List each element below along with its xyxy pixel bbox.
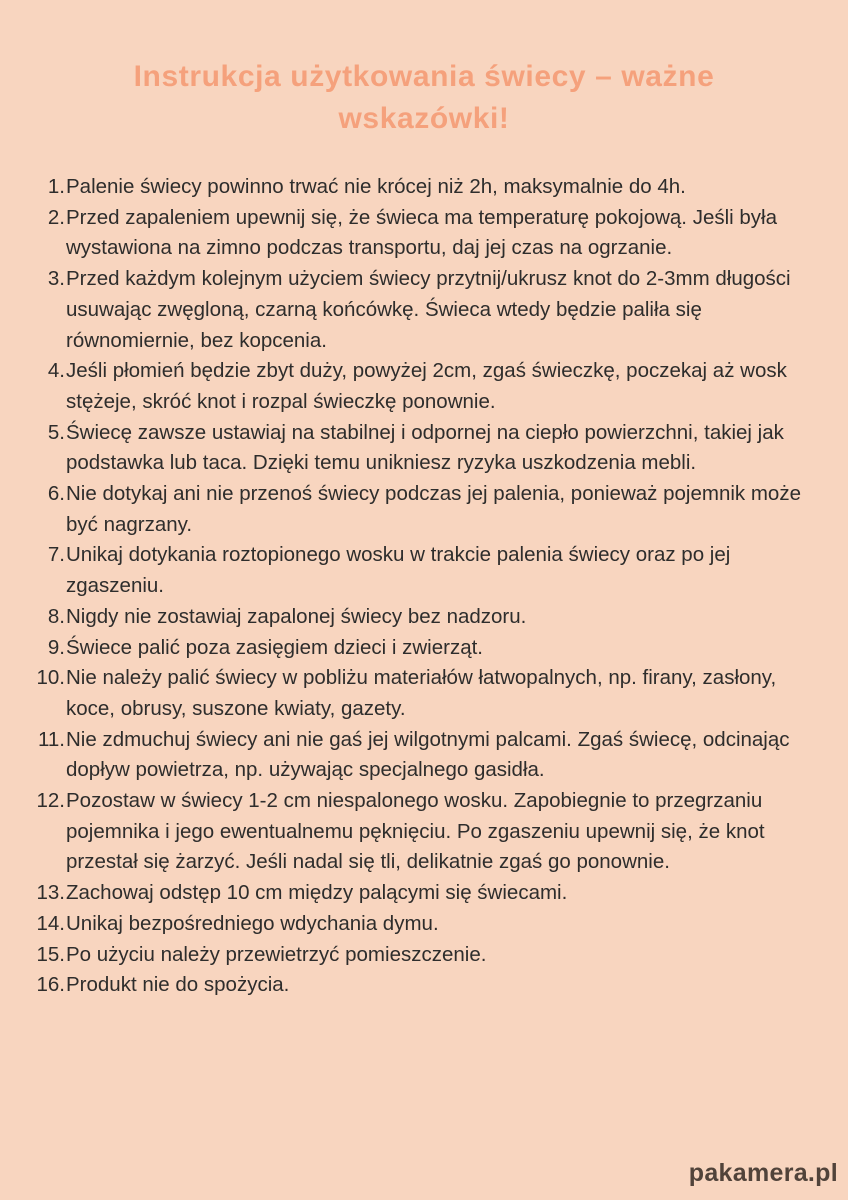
list-item: Unikaj bezpośredniego wdychania dymu. [66,911,439,935]
list-item: Nie dotykaj ani nie przenoś świecy podczas jej palenia, ponieważ pojemnik może być nagrzany. [66,482,801,536]
list-item: Nie należy palić świecy w pobliżu materiałów łatwopalnych, np. firany, zasłony, koce, obrusy, suszone kwiaty, gazety. [66,666,777,720]
list-item: Unikaj dotykania roztopionego wosku w trakcie palenia świecy oraz po jej zgaszeniu. [66,543,731,598]
list-item: Przed każdym kolejnym użyciem świecy przytnij/ukrusz knot do 2-3mm długości usuwając zwęgloną, czarną końcówkę. Świeca wtedy będzie paliła się równomiernie, bez kopcenia. [66,267,791,352]
list-item: Nie zdmuchuj świecy ani nie gaś jej wilgotnymi palcami. Zgaś świecę, odcinając dopływ powietrza, np. używając specjalnego gasidła. [66,727,790,782]
list-item: Pozostaw w świecy 1-2 cm niespalonego wosku. Zapobiegnie to przegrzaniu pojemnika i jego ewentualnemu pęknięciu. Po zgaszeniu upewnij się, że knot przestał się żarzyć. Jeśli nadal się tli, delikatnie zgaś go ponownie. [66,789,765,874]
list-item: Świece palić poza zasięgiem dzieci i zwierząt. [66,635,484,659]
list-item: Zachowaj odstęp 10 cm między palącymi się świecami. [66,881,568,905]
pakamera-watermark: pakamera.pl [688,1159,838,1187]
list-item: Świecę zawsze ustawiaj na stabilnej i odpornej na ciepło powierzchni, takiej jak podstawka lub taca. Dzięki temu unikniesz ryzyka uszkodzenia mebli. [66,420,784,475]
list-item: Przed zapaleniem upewnij się, że świeca ma temperaturę pokojową. Jeśli była wystawiona na zimno podczas transportu, daj jej czas na ogrzanie. [66,205,778,260]
page-title: Instrukcja użytkowania świecy – ważne wskazówki! [133,60,715,135]
list-item: Po użyciu należy przewietrzyć pomieszczenie. [66,942,487,966]
list-item: Nigdy nie zostawiaj zapalonej świecy bez nadzoru. [66,604,527,628]
list-item: Produkt nie do spożycia. [66,973,290,997]
list-item: Palenie świecy powinno trwać nie krócej niż 2h, maksymalnie do 4h. [66,175,686,198]
list-item: Jeśli płomień będzie zbyt duży, powyżej 2cm, zgaś świeczkę, poczekaj aż wosk stężeje, skróć knot i rozpal świeczkę ponownie. [66,359,787,413]
instruction-list [0,172,848,1001]
